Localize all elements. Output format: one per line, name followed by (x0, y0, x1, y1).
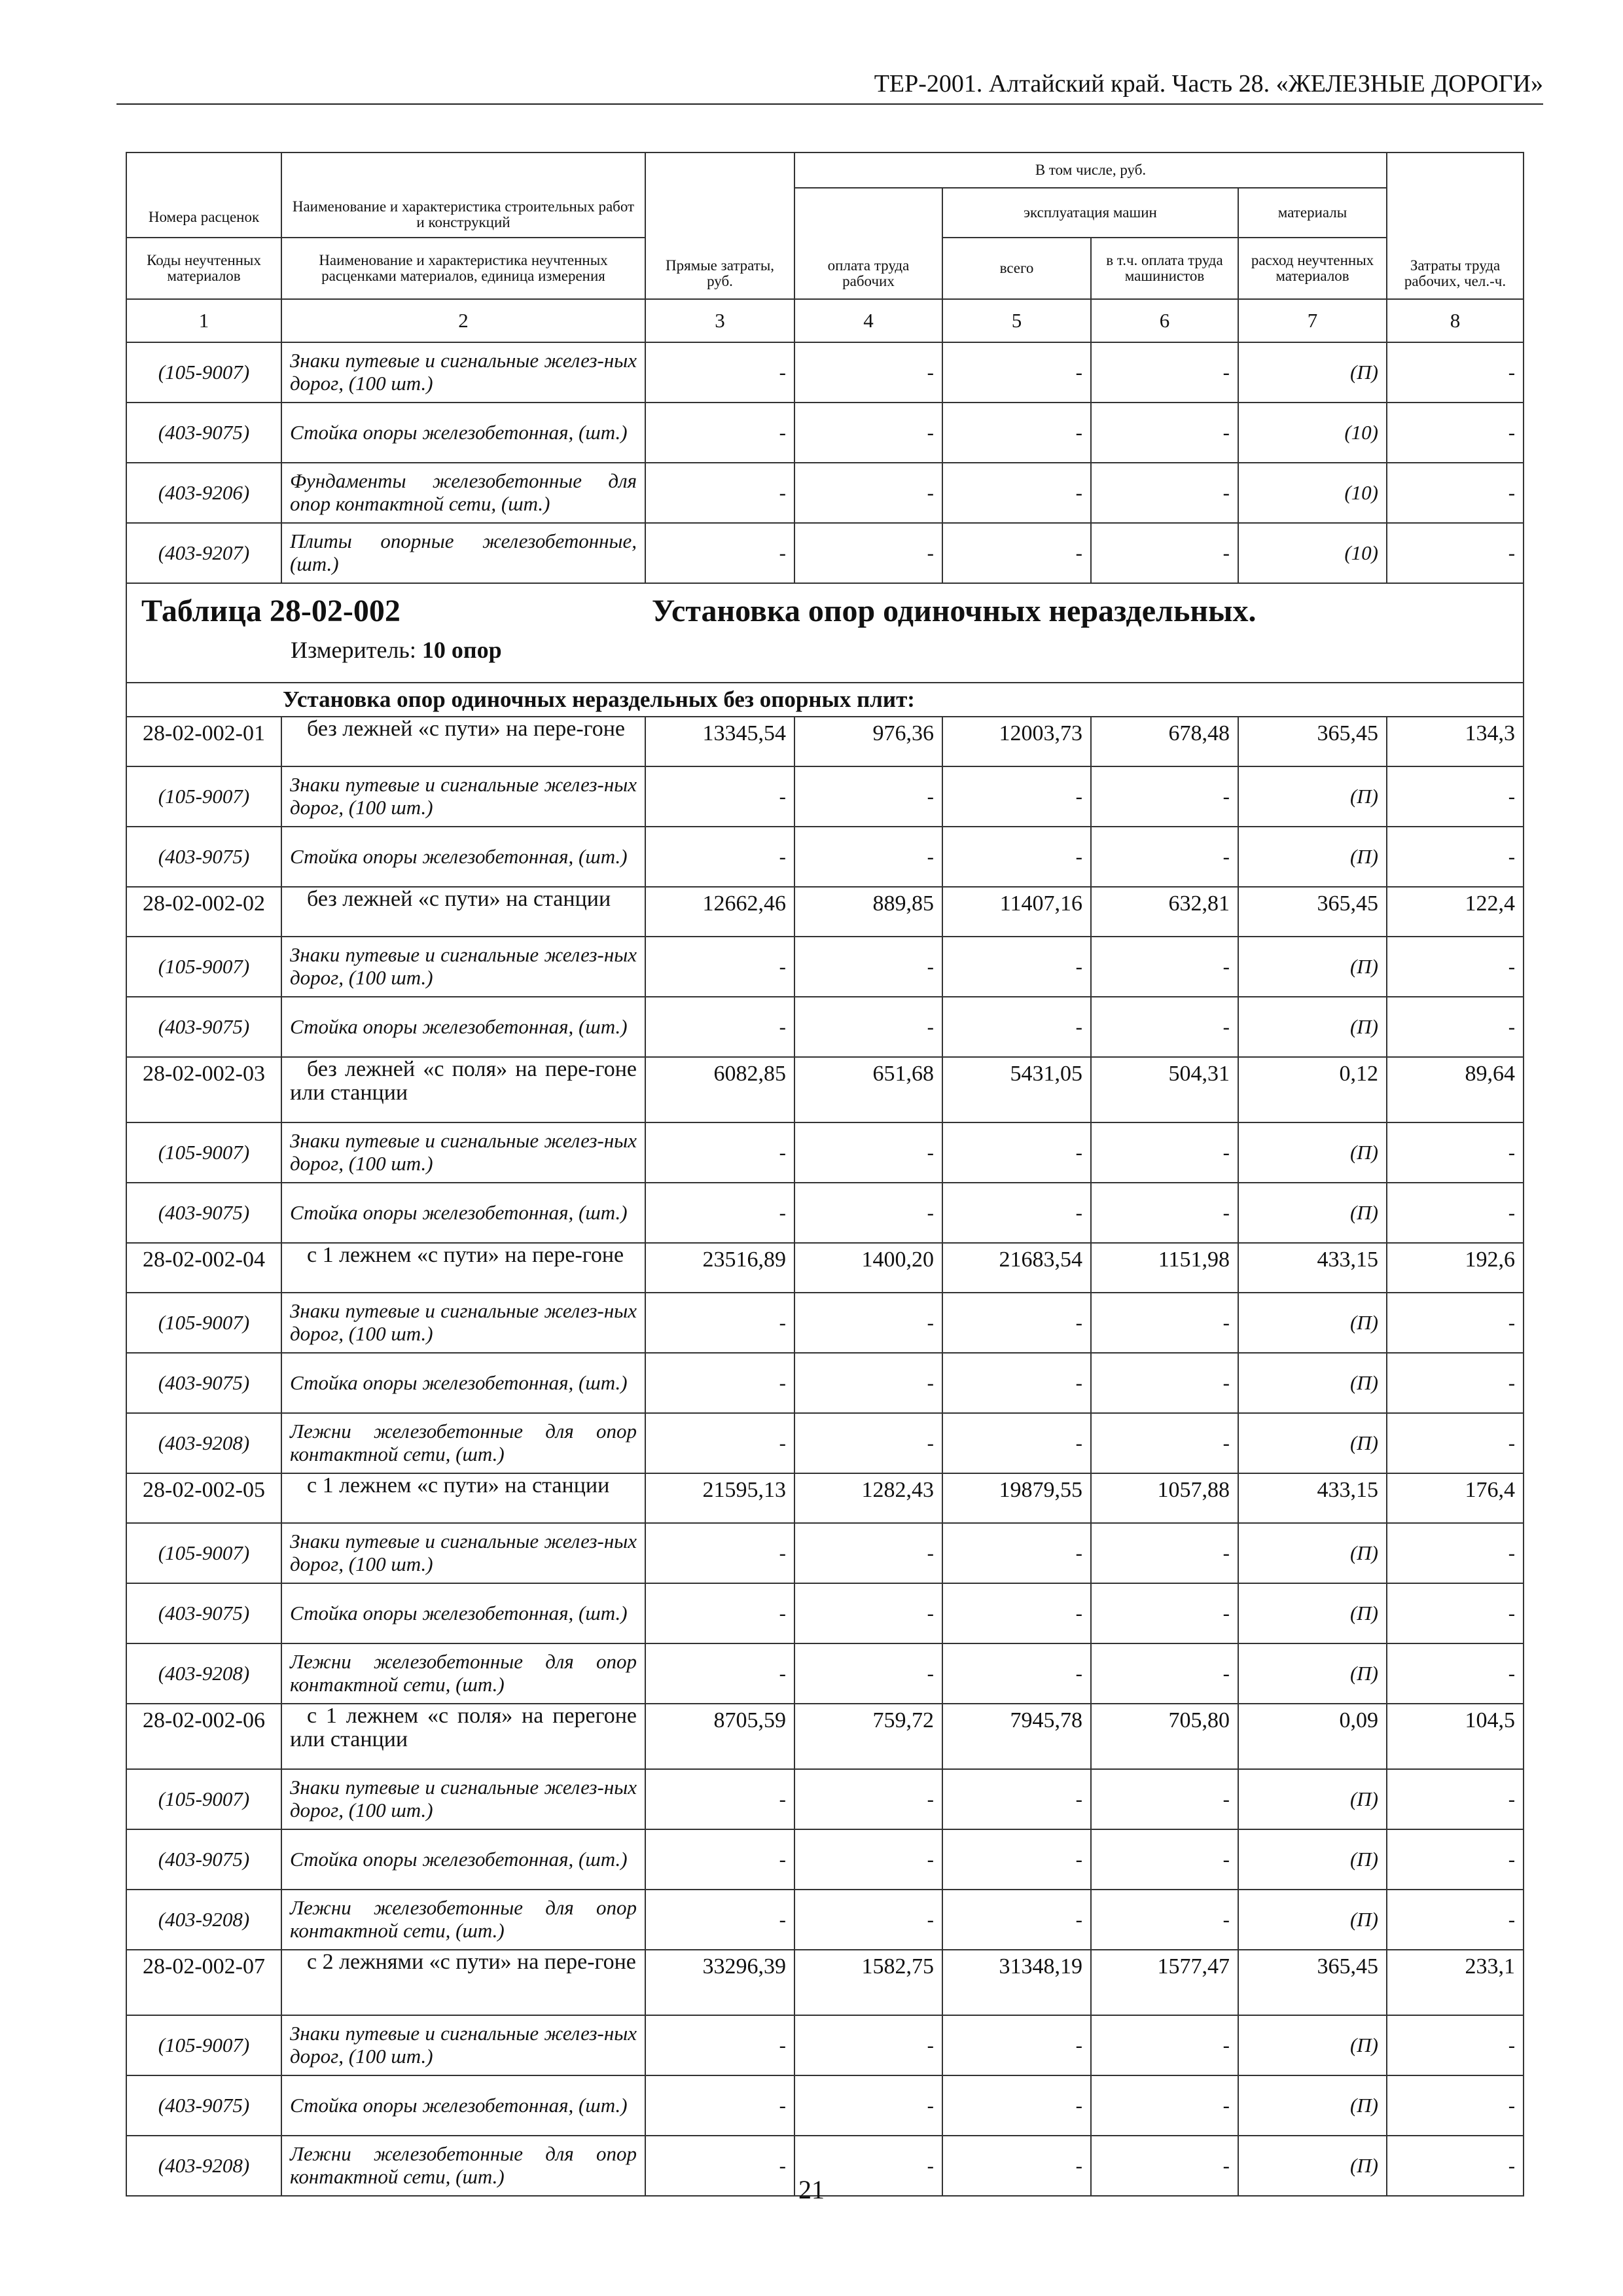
rate-name: без лежней «с пути» на пере-гоне (281, 717, 645, 766)
material-name: Знаки путевые и сигнальные желез-ных дорог, (100 шт.) (281, 2015, 645, 2075)
material-name: Стойка опоры железобетонная, (шт.) (281, 1353, 645, 1413)
material-consumption: (П) (1238, 1293, 1387, 1353)
dash-cell: - (1091, 1183, 1238, 1243)
table-body (126, 152, 1524, 2196)
dash-cell: - (1387, 2075, 1524, 2136)
material-row (126, 766, 1524, 827)
material-code: (403-9208) (126, 2136, 281, 2196)
material-row (126, 1890, 1524, 1950)
material-consumption: (П) (1238, 1122, 1387, 1183)
header-machines: эксплуатация машин (942, 188, 1238, 238)
dash-cell: - (1091, 2136, 1238, 2196)
rate-code: 28-02-002-02 (126, 887, 281, 937)
rate-row (126, 717, 1524, 766)
dash-cell: - (942, 1413, 1091, 1473)
rate-name: с 1 лежнем «с поля» на перегоне или станции (281, 1704, 645, 1769)
dash-cell: - (942, 1523, 1091, 1583)
material-name: Фундаменты железобетонные для опор контактной сети, (шт.) (281, 463, 645, 523)
dash-cell: - (794, 2015, 942, 2075)
dash-cell: - (1387, 1183, 1524, 1243)
labor: 104,5 (1387, 1704, 1524, 1769)
material-row (126, 1122, 1524, 1183)
dash-cell: - (645, 1293, 794, 1353)
dash-cell: - (942, 827, 1091, 887)
dash-cell: - (1091, 463, 1238, 523)
material-consumption: (П) (1238, 2015, 1387, 2075)
table-title-cell (126, 583, 1524, 683)
dash-cell: - (942, 1353, 1091, 1413)
material-code: (403-9208) (126, 1413, 281, 1473)
column-number: 8 (1387, 299, 1524, 342)
material-name: Знаки путевые и сигнальные желез-ных дорог, (100 шт.) (281, 342, 645, 403)
dash-cell: - (1387, 1413, 1524, 1473)
header-name: Наименование и характеристика строительных работ и конструкций (281, 152, 645, 238)
material-consumption: (П) (1238, 827, 1387, 887)
material-consumption: (П) (1238, 1643, 1387, 1704)
labor: 192,6 (1387, 1243, 1524, 1293)
labor: 176,4 (1387, 1473, 1524, 1523)
dash-cell: - (645, 1353, 794, 1413)
dash-cell: - (942, 2136, 1091, 2196)
direct-costs: 21595,13 (645, 1473, 794, 1523)
machines-total: 5431,05 (942, 1057, 1091, 1122)
material-name: Лежни железобетонные для опор контактной сети, (шт.) (281, 1890, 645, 1950)
header-materials-consumption: расход неучтенных материалов (1238, 238, 1387, 299)
dash-cell: - (794, 766, 942, 827)
dash-cell: - (942, 1769, 1091, 1829)
material-code: (403-9075) (126, 2075, 281, 2136)
rate-code: 28-02-002-03 (126, 1057, 281, 1122)
dash-cell: - (794, 1413, 942, 1473)
material-consumption: (П) (1238, 997, 1387, 1057)
header-direct-costs: Прямые затраты, руб. (645, 152, 794, 299)
direct-costs: 6082,85 (645, 1057, 794, 1122)
material-row (126, 997, 1524, 1057)
material-name: Стойка опоры железобетонная, (шт.) (281, 1583, 645, 1643)
materials: 0,12 (1238, 1057, 1387, 1122)
labor: 233,1 (1387, 1950, 1524, 2015)
header-materials: материалы (1238, 188, 1387, 238)
dash-cell: - (794, 463, 942, 523)
material-name: Знаки путевые и сигнальные желез-ных дорог, (100 шт.) (281, 1523, 645, 1583)
subheading-row (126, 683, 1524, 717)
materials: 0,09 (1238, 1704, 1387, 1769)
material-name: Лежни железобетонные для опор контактной сети, (шт.) (281, 2136, 645, 2196)
material-name: Знаки путевые и сигнальные желез-ных дорог, (100 шт.) (281, 766, 645, 827)
material-code: (105-9007) (126, 342, 281, 403)
material-code: (403-9075) (126, 1829, 281, 1890)
dash-cell: - (1091, 997, 1238, 1057)
direct-costs: 33296,39 (645, 1950, 794, 2015)
machines-total: 21683,54 (942, 1243, 1091, 1293)
subheading: Установка опор одиночных нераздельных без опорных плит: (126, 683, 1524, 717)
dash-cell: - (1387, 937, 1524, 997)
dash-cell: - (1091, 937, 1238, 997)
labor: 134,3 (1387, 717, 1524, 766)
material-consumption: (10) (1238, 463, 1387, 523)
dash-cell: - (1091, 1643, 1238, 1704)
header-wages: оплата труда рабочих (794, 188, 942, 299)
dash-cell: - (942, 766, 1091, 827)
dash-cell: - (794, 2075, 942, 2136)
machines-total: 12003,73 (942, 717, 1091, 766)
dash-cell: - (1387, 523, 1524, 583)
material-name: Знаки путевые и сигнальные желез-ных дорог, (100 шт.) (281, 937, 645, 997)
dash-cell: - (942, 463, 1091, 523)
rate-code: 28-02-002-05 (126, 1473, 281, 1523)
meter-value: 10 опор (421, 637, 502, 663)
material-consumption: (П) (1238, 1769, 1387, 1829)
rate-name: без лежней «с пути» на станции (281, 887, 645, 937)
wages: 1400,20 (794, 1243, 942, 1293)
dash-cell: - (1091, 1890, 1238, 1950)
dash-cell: - (645, 997, 794, 1057)
dash-cell: - (794, 2136, 942, 2196)
dash-cell: - (942, 403, 1091, 463)
material-row (126, 1353, 1524, 1413)
machines-wages: 632,81 (1091, 887, 1238, 937)
dash-cell: - (1091, 523, 1238, 583)
column-number: 4 (794, 299, 942, 342)
dash-cell: - (645, 523, 794, 583)
header-material-names: Наименование и характеристика неучтенных расценками материалов, единица измерения (281, 238, 645, 299)
material-name: Лежни железобетонные для опор контактной сети, (шт.) (281, 1413, 645, 1473)
dash-cell: - (1091, 1829, 1238, 1890)
dash-cell: - (794, 1353, 942, 1413)
material-name: Стойка опоры железобетонная, (шт.) (281, 1829, 645, 1890)
dash-cell: - (645, 2015, 794, 2075)
material-code: (403-9075) (126, 1183, 281, 1243)
dash-cell: - (942, 2015, 1091, 2075)
dash-cell: - (942, 1293, 1091, 1353)
material-row (126, 827, 1524, 887)
dash-cell: - (1091, 1413, 1238, 1473)
wages: 889,85 (794, 887, 942, 937)
wages: 1582,75 (794, 1950, 942, 2015)
material-row (126, 1769, 1524, 1829)
dash-cell: - (942, 2075, 1091, 2136)
dash-cell: - (1091, 1583, 1238, 1643)
column-numbers-row (126, 299, 1524, 342)
material-consumption: (10) (1238, 523, 1387, 583)
material-code: (105-9007) (126, 2015, 281, 2075)
dash-cell: - (794, 403, 942, 463)
dash-cell: - (794, 523, 942, 583)
column-number: 7 (1238, 299, 1387, 342)
dash-cell: - (1091, 1769, 1238, 1829)
column-number: 6 (1091, 299, 1238, 342)
rate-name: с 2 лежнями «с пути» на пере-гоне (281, 1950, 645, 2015)
material-code: (403-9207) (126, 523, 281, 583)
dash-cell: - (942, 997, 1091, 1057)
material-name: Стойка опоры железобетонная, (шт.) (281, 2075, 645, 2136)
dash-cell: - (1387, 997, 1524, 1057)
material-row (126, 1523, 1524, 1583)
machines-wages: 1151,98 (1091, 1243, 1238, 1293)
wages: 759,72 (794, 1704, 942, 1769)
machines-wages: 504,31 (1091, 1057, 1238, 1122)
material-row (126, 342, 1524, 403)
direct-costs: 8705,59 (645, 1704, 794, 1769)
material-row (126, 523, 1524, 583)
dash-cell: - (794, 1829, 942, 1890)
machines-total: 31348,19 (942, 1950, 1091, 2015)
material-consumption: (П) (1238, 1829, 1387, 1890)
material-name: Знаки путевые и сигнальные желез-ных дорог, (100 шт.) (281, 1293, 645, 1353)
dash-cell: - (1091, 1122, 1238, 1183)
header-labor: Затраты труда рабочих, чел.-ч. (1387, 152, 1524, 299)
material-row (126, 1293, 1524, 1353)
dash-cell: - (645, 403, 794, 463)
dash-cell: - (1387, 766, 1524, 827)
dash-cell: - (1091, 2075, 1238, 2136)
wages: 1282,43 (794, 1473, 942, 1523)
material-code: (403-9075) (126, 997, 281, 1057)
rate-name: без лежней «с поля» на пере-гоне или станции (281, 1057, 645, 1122)
dash-cell: - (1387, 1643, 1524, 1704)
material-name: Стойка опоры железобетонная, (шт.) (281, 403, 645, 463)
dash-cell: - (942, 342, 1091, 403)
material-code: (403-9075) (126, 403, 281, 463)
rate-code: 28-02-002-01 (126, 717, 281, 766)
material-row (126, 2075, 1524, 2136)
dash-cell: - (645, 827, 794, 887)
rate-name: с 1 лежнем «с пути» на пере-гоне (281, 1243, 645, 1293)
column-number: 3 (645, 299, 794, 342)
dash-cell: - (942, 1183, 1091, 1243)
machines-wages: 1057,88 (1091, 1473, 1238, 1523)
dash-cell: - (1387, 827, 1524, 887)
dash-cell: - (794, 997, 942, 1057)
table-title-row (126, 583, 1524, 683)
material-consumption: (П) (1238, 1523, 1387, 1583)
dash-cell: - (645, 2136, 794, 2196)
materials: 433,15 (1238, 1243, 1387, 1293)
dash-cell: - (1091, 2015, 1238, 2075)
dash-cell: - (645, 1890, 794, 1950)
header-codes: Номера расценок (126, 152, 281, 238)
direct-costs: 12662,46 (645, 887, 794, 937)
materials: 365,45 (1238, 1950, 1387, 2015)
labor: 89,64 (1387, 1057, 1524, 1122)
material-name: Плиты опорные железобетонные, (шт.) (281, 523, 645, 583)
dash-cell: - (1091, 1353, 1238, 1413)
dash-cell: - (1387, 1583, 1524, 1643)
header-machines-total: всего (942, 238, 1091, 299)
dash-cell: - (794, 1523, 942, 1583)
material-name: Стойка опоры железобетонная, (шт.) (281, 997, 645, 1057)
column-number: 1 (126, 299, 281, 342)
material-name: Знаки путевые и сигнальные желез-ных дорог, (100 шт.) (281, 1769, 645, 1829)
dash-cell: - (1387, 342, 1524, 403)
material-row (126, 1583, 1524, 1643)
material-name: Знаки путевые и сигнальные желез-ных дорог, (100 шт.) (281, 1122, 645, 1183)
material-row (126, 1413, 1524, 1473)
rate-code: 28-02-002-04 (126, 1243, 281, 1293)
material-code: (105-9007) (126, 937, 281, 997)
material-row (126, 1183, 1524, 1243)
machines-total: 19879,55 (942, 1473, 1091, 1523)
dash-cell: - (645, 937, 794, 997)
running-header: ТЕР-2001. Алтайский край. Часть 28. «ЖЕЛЕЗНЫЕ ДОРОГИ» (116, 69, 1543, 105)
material-row (126, 1643, 1524, 1704)
rate-code: 28-02-002-06 (126, 1704, 281, 1769)
material-name: Лежни железобетонные для опор контактной сети, (шт.) (281, 1643, 645, 1704)
machines-wages: 1577,47 (1091, 1950, 1238, 2015)
dash-cell: - (1387, 1293, 1524, 1353)
dash-cell: - (1091, 766, 1238, 827)
labor: 122,4 (1387, 887, 1524, 937)
dash-cell: - (1387, 463, 1524, 523)
dash-cell: - (645, 463, 794, 523)
material-consumption: (П) (1238, 937, 1387, 997)
machines-total: 7945,78 (942, 1704, 1091, 1769)
material-code: (105-9007) (126, 1523, 281, 1583)
machines-total: 11407,16 (942, 887, 1091, 937)
material-consumption: (П) (1238, 1183, 1387, 1243)
meter-label: Измеритель: (291, 637, 416, 663)
material-consumption: (П) (1238, 1353, 1387, 1413)
dash-cell: - (645, 1769, 794, 1829)
header-machines-wages: в т.ч. оплата труда машинистов (1091, 238, 1238, 299)
dash-cell: - (942, 1122, 1091, 1183)
rate-row (126, 1243, 1524, 1293)
material-code: (403-9075) (126, 1353, 281, 1413)
materials: 365,45 (1238, 887, 1387, 937)
dash-cell: - (942, 1829, 1091, 1890)
materials: 365,45 (1238, 717, 1387, 766)
rate-code: 28-02-002-07 (126, 1950, 281, 2015)
material-name: Стойка опоры железобетонная, (шт.) (281, 1183, 645, 1243)
material-code: (105-9007) (126, 766, 281, 827)
rate-name: с 1 лежнем «с пути» на станции (281, 1473, 645, 1523)
rates-table (126, 152, 1524, 2197)
material-consumption: (П) (1238, 1413, 1387, 1473)
page-number: 21 (798, 2175, 825, 2204)
dash-cell: - (942, 937, 1091, 997)
material-code: (403-9208) (126, 1643, 281, 1704)
dash-cell: - (942, 1890, 1091, 1950)
material-consumption: (П) (1238, 2136, 1387, 2196)
unit-of-measure (141, 636, 1523, 664)
rate-row (126, 1473, 1524, 1523)
material-row (126, 403, 1524, 463)
wages: 651,68 (794, 1057, 942, 1122)
dash-cell: - (645, 1583, 794, 1643)
dash-cell: - (794, 1769, 942, 1829)
table-number: Таблица 28-02-002 (141, 594, 401, 628)
material-consumption: (П) (1238, 1583, 1387, 1643)
dash-cell: - (645, 1183, 794, 1243)
dash-cell: - (645, 1413, 794, 1473)
dash-cell: - (1091, 342, 1238, 403)
table-title (141, 593, 1523, 632)
header-including: В том числе, руб. (794, 152, 1387, 188)
dash-cell: - (1387, 1829, 1524, 1890)
direct-costs: 23516,89 (645, 1243, 794, 1293)
column-number: 5 (942, 299, 1091, 342)
material-consumption: (10) (1238, 403, 1387, 463)
dash-cell: - (645, 1643, 794, 1704)
materials: 433,15 (1238, 1473, 1387, 1523)
material-row (126, 937, 1524, 997)
dash-cell: - (794, 1583, 942, 1643)
dash-cell: - (1091, 1293, 1238, 1353)
direct-costs: 13345,54 (645, 717, 794, 766)
material-consumption: (П) (1238, 1890, 1387, 1950)
machines-wages: 678,48 (1091, 717, 1238, 766)
material-row (126, 463, 1524, 523)
dash-cell: - (1387, 2015, 1524, 2075)
rate-row (126, 1950, 1524, 2015)
wages: 976,36 (794, 717, 942, 766)
dash-cell: - (645, 1523, 794, 1583)
dash-cell: - (1091, 403, 1238, 463)
material-code: (403-9075) (126, 827, 281, 887)
machines-wages: 705,80 (1091, 1704, 1238, 1769)
dash-cell: - (942, 1583, 1091, 1643)
dash-cell: - (645, 342, 794, 403)
dash-cell: - (794, 1122, 942, 1183)
rate-row (126, 1704, 1524, 1769)
header-material-codes: Коды неучтенных материалов (126, 238, 281, 299)
dash-cell: - (794, 1890, 942, 1950)
material-consumption: (П) (1238, 2075, 1387, 2136)
material-code: (105-9007) (126, 1769, 281, 1829)
table-heading: Установка опор одиночных нераздельных. (652, 594, 1257, 628)
dash-cell: - (1091, 1523, 1238, 1583)
dash-cell: - (1091, 827, 1238, 887)
dash-cell: - (794, 827, 942, 887)
dash-cell: - (794, 937, 942, 997)
rate-row (126, 887, 1524, 937)
dash-cell: - (942, 523, 1091, 583)
dash-cell: - (1387, 403, 1524, 463)
material-code: (403-9208) (126, 1890, 281, 1950)
material-code: (403-9075) (126, 1583, 281, 1643)
column-number: 2 (281, 299, 645, 342)
material-consumption: (П) (1238, 342, 1387, 403)
dash-cell: - (794, 342, 942, 403)
dash-cell: - (645, 766, 794, 827)
material-row (126, 2015, 1524, 2075)
material-code: (105-9007) (126, 1122, 281, 1183)
dash-cell: - (1387, 1523, 1524, 1583)
material-code: (105-9007) (126, 1293, 281, 1353)
material-name: Стойка опоры железобетонная, (шт.) (281, 827, 645, 887)
material-row (126, 1829, 1524, 1890)
dash-cell: - (645, 2075, 794, 2136)
dash-cell: - (1387, 1890, 1524, 1950)
dash-cell: - (942, 1643, 1091, 1704)
dash-cell: - (1387, 1122, 1524, 1183)
material-consumption: (П) (1238, 766, 1387, 827)
dash-cell: - (794, 1643, 942, 1704)
dash-cell: - (645, 1829, 794, 1890)
dash-cell: - (794, 1183, 942, 1243)
dash-cell: - (794, 1293, 942, 1353)
dash-cell: - (1387, 2136, 1524, 2196)
dash-cell: - (645, 1122, 794, 1183)
material-code: (403-9206) (126, 463, 281, 523)
rate-row (126, 1057, 1524, 1122)
dash-cell: - (1387, 1353, 1524, 1413)
dash-cell: - (1387, 1769, 1524, 1829)
